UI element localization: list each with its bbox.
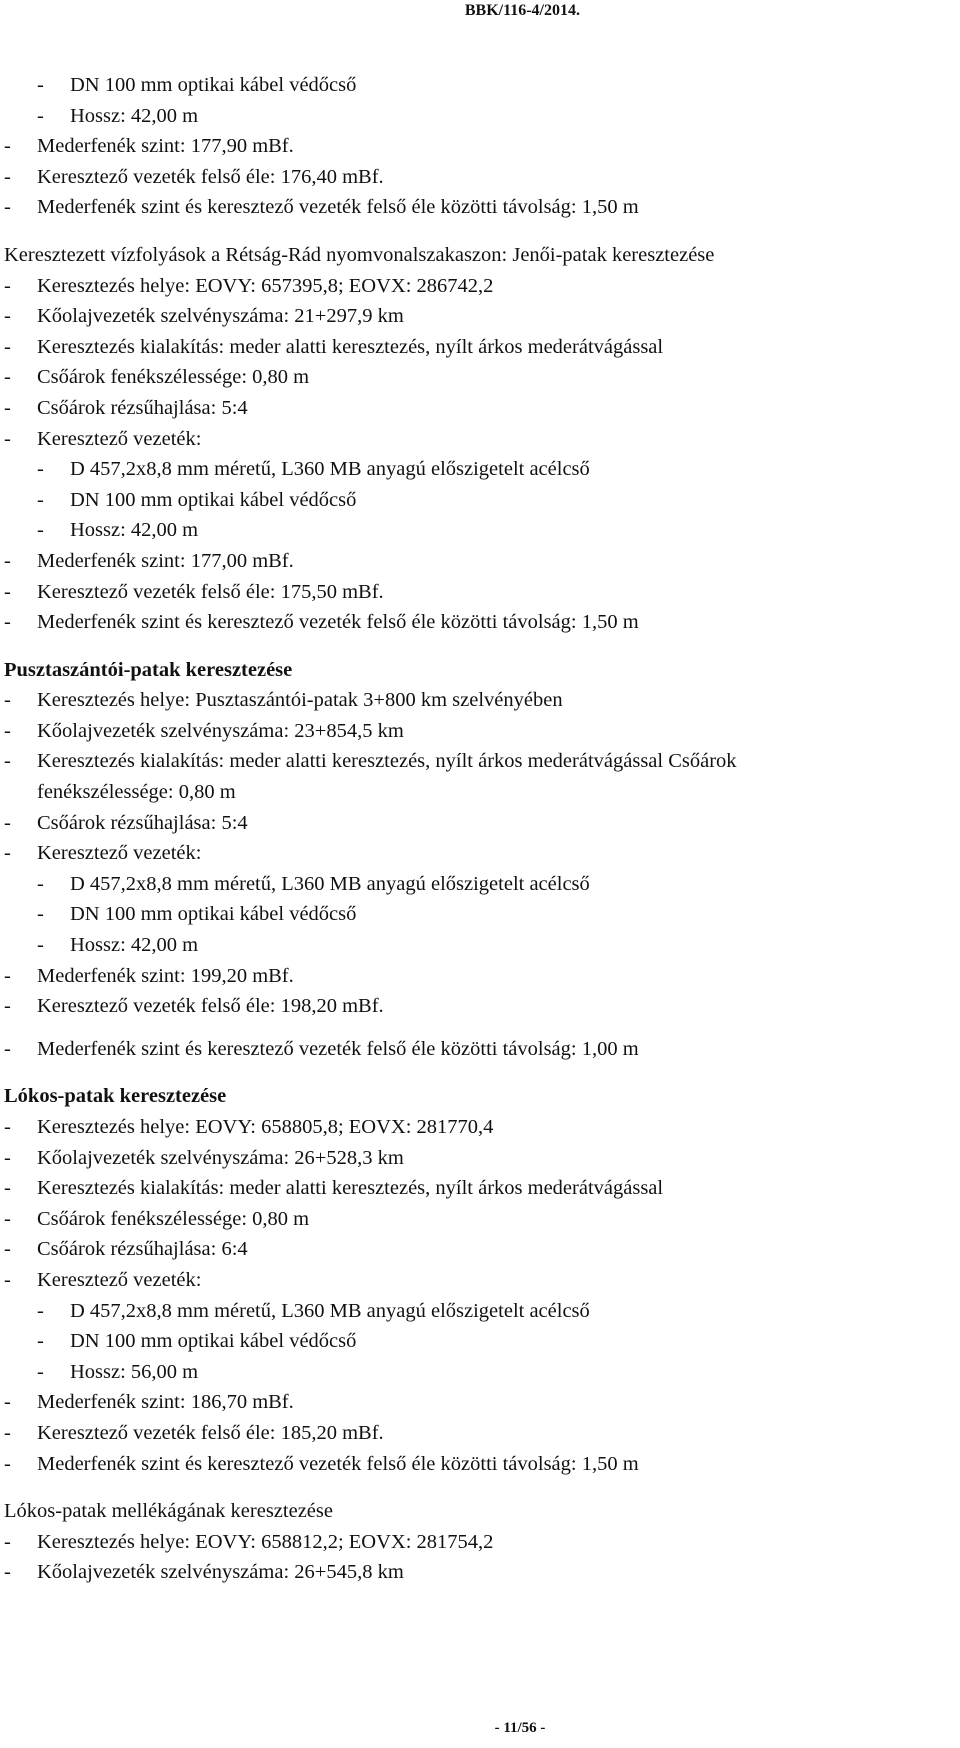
list-item: [4, 1557, 960, 1588]
list-item: [4, 899, 960, 930]
list-item: [4, 869, 960, 900]
list-item-text: Mederfenék szint: 199,20 mBf.: [37, 964, 294, 987]
list-item: [4, 1418, 960, 1449]
bullet-dash: -: [37, 1360, 44, 1383]
list-item: [4, 1234, 960, 1265]
list-item-text: Mederfenék szint: 177,90 mBf.: [37, 135, 294, 158]
list-item: [4, 131, 960, 162]
list-item: [4, 930, 960, 961]
section-gap: [4, 1064, 960, 1081]
list-item: [4, 1143, 960, 1174]
bullet-dash: -: [37, 74, 44, 96]
bullet-dash: -: [37, 488, 44, 511]
list-item-text: Csőárok fenékszélessége: 0,80 m: [37, 366, 310, 389]
bullet-dash: -: [4, 335, 11, 358]
list-item: [4, 332, 960, 363]
bullet-dash: -: [4, 366, 11, 389]
list-item: [4, 162, 960, 193]
list-item: [4, 1449, 960, 1480]
bullet-dash: -: [37, 1299, 44, 1322]
bullet-dash: -: [4, 1037, 11, 1060]
list-item-text: Csőárok fenékszélessége: 0,80 m: [37, 1207, 310, 1230]
bullet-dash: -: [4, 396, 11, 419]
bullet-dash: -: [4, 1238, 11, 1261]
bullet-dash: -: [4, 1177, 11, 1200]
list-item-text: Keresztező vezeték felső éle: 198,20 mBf.: [37, 995, 384, 1018]
bullet-dash: -: [4, 549, 11, 572]
list-item: [4, 1265, 960, 1296]
bullet-dash: -: [4, 1268, 11, 1291]
bullet-dash: -: [4, 196, 11, 219]
list-item-text: Kőolajvezeték szelvényszáma: 23+854,5 km: [37, 719, 404, 742]
document-body: [4, 70, 960, 1588]
section-gap: [4, 1479, 960, 1496]
bullet-dash: -: [4, 1530, 11, 1553]
list-item: [4, 515, 960, 546]
section-heading: Lókos-patak mellékágának keresztezése: [4, 1500, 333, 1523]
list-item: [4, 362, 960, 393]
bullet-dash: -: [37, 934, 44, 957]
bullet-dash: -: [37, 519, 44, 542]
list-item-text: Csőárok rézsűhajlása: 5:4: [37, 811, 248, 834]
list-item-text: DN 100 mm optikai kábel védőcső: [70, 903, 357, 926]
list-item: [4, 1296, 960, 1327]
bullet-dash: -: [4, 135, 11, 158]
list-item-text: Mederfenék szint: 177,00 mBf.: [37, 549, 294, 572]
list-item-text: D 457,2x8,8 mm méretű, L360 MB anyagú előszigetelt acélcső: [70, 458, 590, 481]
bullet-dash: -: [4, 611, 11, 634]
bullet-dash: -: [4, 689, 11, 712]
list-item: [4, 454, 960, 485]
bullet-dash: -: [4, 165, 11, 188]
list-item-text: Keresztezés kialakítás: meder alatti keresztezés, nyílt árkos mederátvágással Csőárok: [37, 750, 737, 773]
bullet-dash: -: [4, 427, 11, 450]
list-item-text: D 457,2x8,8 mm méretű, L360 MB anyagú előszigetelt acélcső: [70, 1299, 590, 1322]
list-item-text: Csőárok rézsűhajlása: 5:4: [37, 396, 248, 419]
section-gap: [4, 638, 960, 655]
section: [4, 70, 960, 223]
list-item-text: Mederfenék szint: 186,70 mBf.: [37, 1391, 294, 1414]
bullet-dash: -: [37, 1330, 44, 1353]
bullet-dash: -: [4, 719, 11, 742]
section-heading: Keresztezett vízfolyások a Rétság-Rád nyomvonalszakaszon: Jenői-patak keresztezése: [4, 243, 715, 266]
list-item: [4, 1527, 960, 1558]
list-item: [4, 1326, 960, 1357]
page-number: [0, 1720, 960, 1737]
section-gap: [4, 223, 960, 240]
bullet-dash: -: [37, 903, 44, 926]
list-item-text: Hossz: 42,00 m: [70, 934, 199, 957]
bullet-dash: -: [4, 964, 11, 987]
list-item: [4, 1387, 960, 1418]
list-item: [4, 70, 960, 101]
bullet-dash: -: [4, 1391, 11, 1414]
list-item: [4, 607, 960, 638]
list-item: [4, 777, 960, 808]
bullet-dash: -: [4, 750, 11, 773]
document-id: BBK/116-4/2014.: [464, 2, 580, 19]
list-item-text: DN 100 mm optikai kábel védőcső: [70, 1330, 357, 1353]
list-item: [4, 485, 960, 516]
list-item: [4, 101, 960, 132]
list-item: [4, 301, 960, 332]
list-item-text: Kőolajvezeték szelvényszáma: 26+545,8 km: [37, 1561, 404, 1584]
bullet-dash: -: [4, 1207, 11, 1230]
list-item-text: Keresztezés helye: EOVY: 658805,8; EOVX: 281770,4: [37, 1116, 494, 1138]
list-item-text: Mederfenék szint és keresztező vezeték felső éle közötti távolság: 1,00 m: [37, 1037, 639, 1060]
list-item: [4, 424, 960, 455]
list-item-text: Keresztező vezeték:: [37, 842, 202, 865]
section: [4, 1081, 960, 1479]
bullet-dash: -: [4, 811, 11, 834]
list-item: [4, 685, 960, 716]
list-item-text: Csőárok rézsűhajlása: 6:4: [37, 1238, 248, 1261]
section: [4, 655, 960, 1065]
bullet-dash: -: [4, 1116, 11, 1138]
list-item: [4, 961, 960, 992]
list-item-text: D 457,2x8,8 mm méretű, L360 MB anyagú előszigetelt acélcső: [70, 872, 590, 895]
list-item-text: Keresztezés helye: Pusztaszántói-patak 3+800 km szelvényében: [37, 689, 563, 712]
list-item: [4, 1357, 960, 1388]
list-item-text: fenékszélessége: 0,80 m: [37, 781, 236, 804]
list-item-text: Keresztező vezeték felső éle: 176,40 mBf.: [37, 165, 384, 188]
section-heading: Lókos-patak keresztezése: [4, 1085, 227, 1108]
list-item-text: Keresztezés kialakítás: meder alatti keresztezés, nyílt árkos mederátvágással: [37, 1177, 664, 1200]
section: [4, 240, 960, 638]
list-item: [4, 271, 960, 302]
list-item-text: Keresztezés kialakítás: meder alatti keresztezés, nyílt árkos mederátvágással: [37, 335, 664, 358]
list-item-text: Kőolajvezeték szelvényszáma: 26+528,3 km: [37, 1146, 404, 1169]
bullet-dash: -: [37, 872, 44, 895]
list-item-text: Keresztező vezeték felső éle: 185,20 mBf.: [37, 1421, 384, 1444]
list-item: [4, 716, 960, 747]
list-item: [4, 808, 960, 839]
list-item-text: Hossz: 42,00 m: [70, 104, 199, 127]
list-item-text: Mederfenék szint és keresztező vezeték felső éle közötti távolság: 1,50 m: [37, 1452, 639, 1475]
list-item-text: Keresztező vezeték:: [37, 1268, 202, 1291]
bullet-dash: -: [37, 104, 44, 127]
section-heading: Pusztaszántói-patak keresztezése: [4, 658, 293, 681]
list-item: [4, 1034, 960, 1065]
list-item: [4, 577, 960, 608]
bullet-dash: -: [4, 1146, 11, 1169]
bullet-dash: -: [4, 995, 11, 1018]
list-item-text: Hossz: 56,00 m: [70, 1360, 199, 1383]
list-item-text: Keresztező vezeték felső éle: 175,50 mBf.: [37, 580, 384, 603]
bullet-dash: -: [4, 1561, 11, 1584]
list-item: [4, 192, 960, 223]
list-item-text: DN 100 mm optikai kábel védőcső: [70, 488, 357, 511]
page-number-text: - 11/56 -: [494, 1720, 546, 1736]
bullet-dash: -: [4, 842, 11, 865]
list-item-text: Keresztező vezeték:: [37, 427, 202, 450]
section: [4, 1496, 960, 1588]
list-item: [4, 1204, 960, 1235]
bullet-dash: -: [4, 1452, 11, 1475]
list-item: [4, 838, 960, 869]
bullet-dash: -: [4, 580, 11, 603]
bullet-dash: -: [37, 458, 44, 481]
line-gap: [4, 1022, 960, 1034]
list-item-text: Keresztezés helye: EOVY: 657395,8; EOVX: 286742,2: [37, 274, 494, 297]
list-item-text: Hossz: 42,00 m: [70, 519, 199, 542]
bullet-dash: -: [4, 1421, 11, 1444]
list-item: [4, 991, 960, 1022]
list-item: [4, 1173, 960, 1204]
list-item-text: Mederfenék szint és keresztező vezeték felső éle közötti távolság: 1,50 m: [37, 196, 639, 219]
list-item: [4, 746, 960, 777]
list-item: [4, 393, 960, 424]
list-item-text: Keresztezés helye: EOVY: 658812,2; EOVX: 281754,2: [37, 1530, 494, 1553]
list-item: [4, 546, 960, 577]
bullet-dash: -: [4, 274, 11, 297]
list-item: [4, 1112, 960, 1143]
list-item-text: Kőolajvezeték szelvényszáma: 21+297,9 km: [37, 305, 404, 328]
list-item-text: Mederfenék szint és keresztező vezeték felső éle közötti távolság: 1,50 m: [37, 611, 639, 634]
bullet-dash: -: [4, 305, 11, 328]
list-item-text: DN 100 mm optikai kábel védőcső: [70, 74, 357, 96]
